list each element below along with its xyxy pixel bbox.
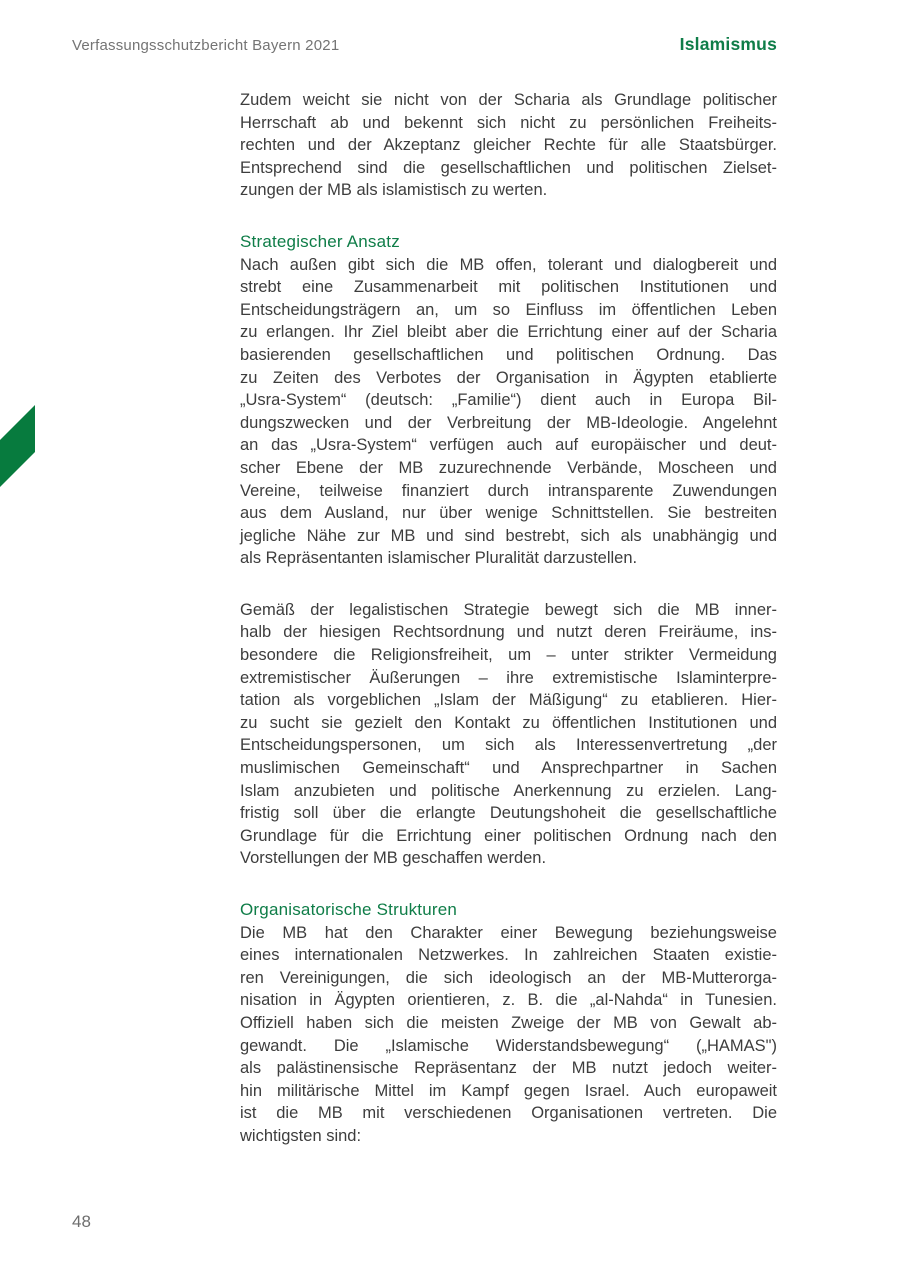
section — [240, 899, 777, 1148]
text-line: nisation in Ägypten orientieren, z. B. die „al-Nahda“ in Tunesien. — [240, 991, 777, 1010]
text-line: ist die MB mit verschiedenen Organisationen vertreten. Die — [240, 1104, 777, 1123]
text-line: Nach außen gibt sich die MB offen, tolerant und dialogbereit und — [240, 255, 777, 274]
text-line: extremistischer Äußerungen – ihre extremistische Islaminterpre- — [240, 668, 777, 687]
text-line: eines internationalen Netzwerkes. In zahlreichen Staaten existie- — [240, 946, 777, 965]
text-line: „Usra-System“ (deutsch: „Familie“) dient auch in Europa Bil- — [240, 391, 777, 410]
text-line: Entscheidungspersonen, um sich als Interessenvertretung „der — [240, 736, 777, 755]
text-line: fristig soll über die erlangte Deutungshoheit die gesellschaftliche — [240, 804, 777, 823]
text-line: Zudem weicht sie nicht von der Scharia als Grundlage politischer — [240, 91, 777, 109]
section-heading: Strategischer Ansatz — [240, 231, 400, 251]
text-line: Vorstellungen der MB geschaffen werden. — [240, 849, 547, 868]
text-line: Vereine, teilweise finanziert durch intransparente Zuwendungen — [240, 481, 777, 500]
green-ribbon-shape — [0, 405, 35, 487]
green-ribbon-icon — [0, 405, 35, 487]
section — [240, 89, 777, 202]
text-line: besondere die Religionsfreiheit, um – unter strikter Vermeidung — [240, 646, 777, 665]
text-line: Gemäß der legalistischen Strategie bewegt sich die MB inner- — [240, 600, 777, 619]
section — [240, 231, 777, 870]
text-line: gewandt. Die „Islamische Widerstandsbewegung“ („HAMAS") — [240, 1036, 777, 1055]
text-line: zu sucht sie gezielt den Kontakt zu öffentlichen Institutionen und — [240, 713, 777, 732]
text-line: Offiziell haben sich die meisten Zweige der MB von Gewalt ab- — [240, 1013, 777, 1032]
text-line: rechten und der Akzeptanz gleicher Rechte für alle Staatsbürger. — [240, 136, 777, 155]
text-line: tation als vorgeblichen „Islam der Mäßigung“ zu etablieren. Hier- — [240, 691, 777, 710]
text-line: an das „Usra-System“ verfügen auch auf europäischer und deut- — [240, 436, 777, 455]
text-line: Entsprechend sind die gesellschaftlichen und politischen Zielset- — [240, 158, 777, 177]
text-line: ren Vereinigungen, die sich ideologisch an der MB-Mutterorga- — [240, 968, 777, 987]
text-line: als palästinensische Repräsentanz der MB nutzt jedoch weiter- — [240, 1059, 777, 1078]
text-line: scher Ebene der MB zuzurechnende Verbände, Moscheen und — [240, 458, 777, 477]
text-line: basierenden gesellschaftlichen und politischen Ordnung. Das — [240, 345, 777, 364]
text-line: hin militärische Mittel im Kampf gegen Israel. Auch europaweit — [240, 1081, 777, 1100]
text-line: als Repräsentanten islamischer Pluralität darzustellen. — [240, 549, 638, 568]
text-line: strebt eine Zusammenarbeit mit politischen Institutionen und — [240, 278, 777, 297]
text-line: aus dem Ausland, nur über wenige Schnittstellen. Sie bestreiten — [240, 504, 777, 523]
section-heading: Organisatorische Strukturen — [240, 900, 458, 919]
text-line: Islam anzubieten und politische Anerkennung zu erzielen. Lang- — [240, 781, 777, 800]
text-line: zu Zeiten des Verbotes der Organisation in Ägypten etablierte — [240, 368, 777, 387]
text-line: halb der hiesigen Rechtsordnung und nutzt deren Freiräume, ins- — [240, 623, 777, 642]
text-line: wichtigsten sind: — [240, 1126, 362, 1145]
paragraph — [240, 89, 777, 202]
paragraph — [240, 922, 777, 1148]
page-number: 48 — [72, 1212, 91, 1231]
text-line: dungszwecken und der Verbreitung der MB-Ideologie. Angelehnt — [240, 413, 777, 432]
text-line: muslimischen Gemeinschaft“ und Ansprechpartner in Sachen — [240, 759, 777, 778]
text-line: zu erlangen. Ihr Ziel bleibt aber die Errichtung einer auf der Scharia — [240, 323, 777, 342]
paragraph — [240, 599, 777, 870]
body-text-column — [240, 89, 777, 1148]
text-line: Entscheidungsträgern an, um so Einfluss im öffentlichen Leben — [240, 300, 777, 319]
running-header-title: Verfassungsschutzbericht Bayern 2021 — [72, 37, 340, 54]
running-header-chapter: Islamismus — [679, 34, 777, 54]
text-line: Die MB hat den Charakter einer Bewegung beziehungsweise — [240, 923, 777, 942]
text-line: jegliche Nähe zur MB und sind bestrebt, sich als unabhängig und — [240, 526, 777, 545]
text-line: Grundlage für die Errichtung einer politischen Ordnung nach den — [240, 826, 777, 845]
paragraph — [240, 254, 777, 570]
text-line: Herrschaft ab und bekennt sich nicht zu persönlichen Freiheits- — [240, 113, 777, 132]
text-line: zungen der MB als islamistisch zu werten. — [240, 181, 548, 200]
